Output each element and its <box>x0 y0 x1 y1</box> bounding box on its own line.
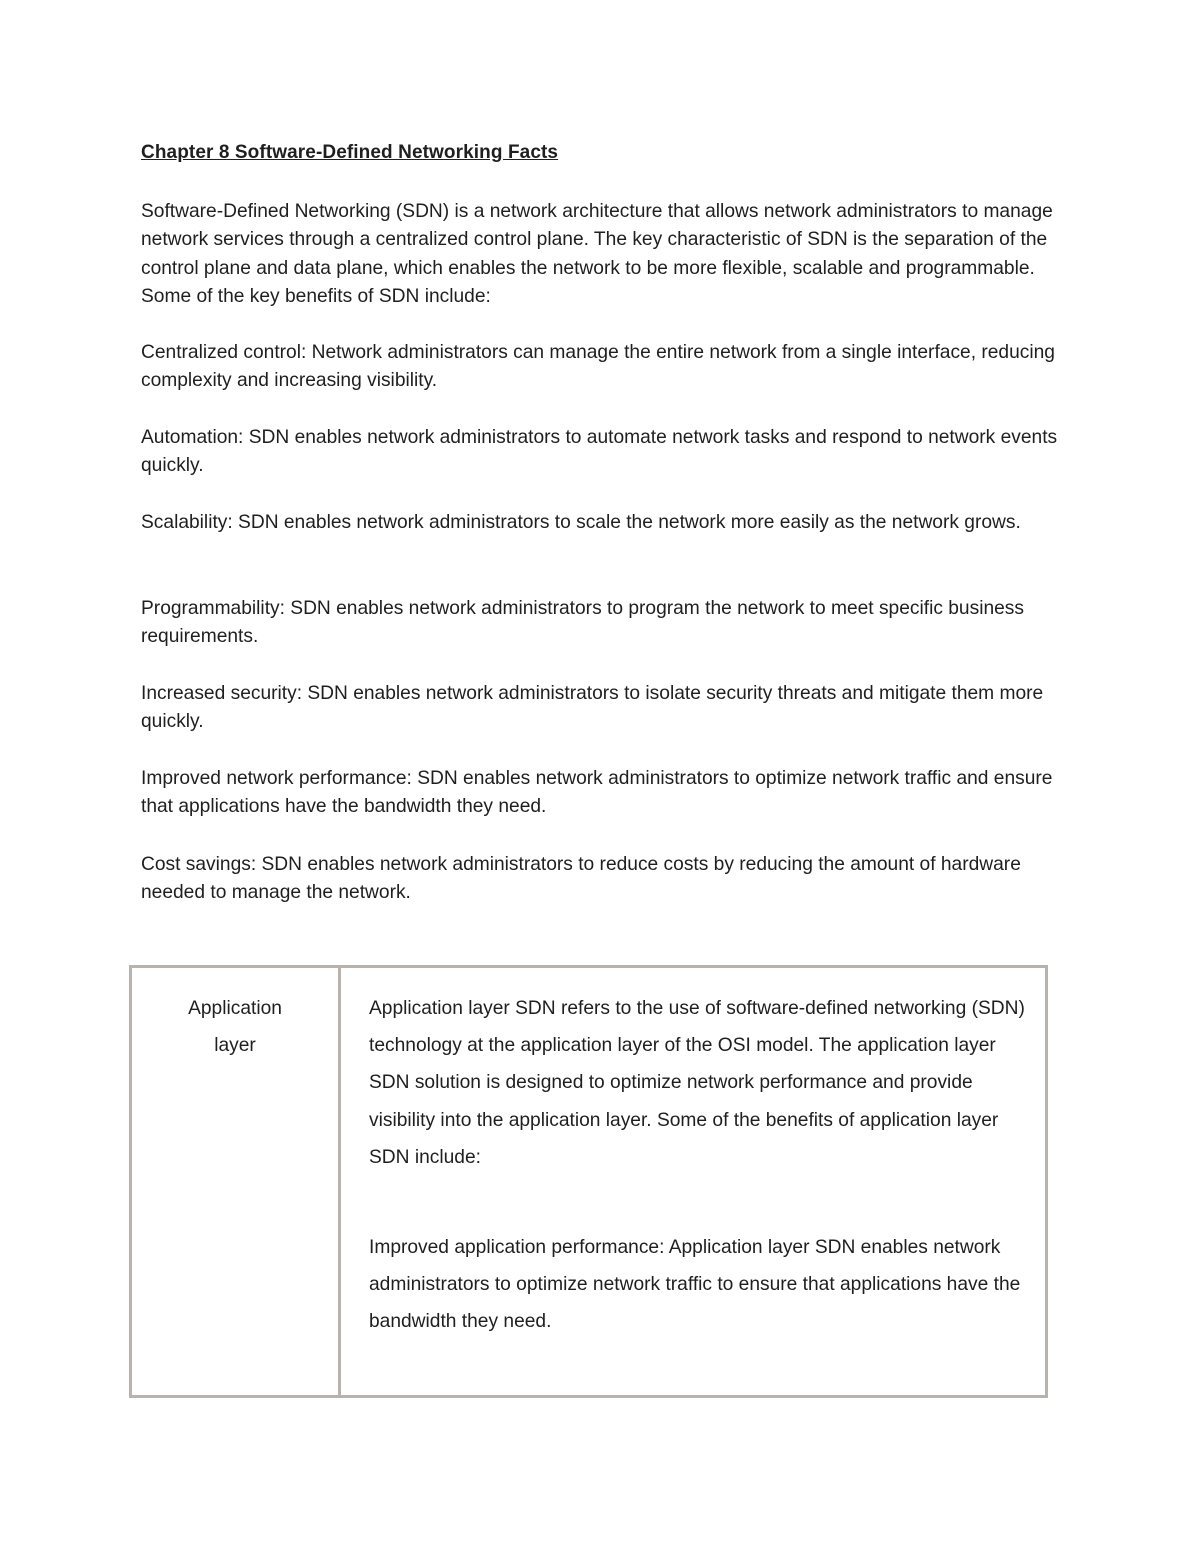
table-spacer <box>369 1176 1029 1229</box>
benefit-centralized-control: Centralized control: Network administrators can manage the entire network from a single interface, reducing complexity and increasing visibility. <box>141 342 1055 392</box>
benefit-improved-performance: Improved network performance: SDN enables network administrators to optimize network traffic and ensure that applications have the bandwidth they need. <box>141 768 1053 818</box>
benefit-programmability: Programmability: SDN enables network administrators to program the network to meet specific business requirements. <box>141 598 1024 648</box>
benefit-automation: Automation: SDN enables network administrators to automate network tasks and respond to network events quickly. <box>141 427 1058 477</box>
table-row-content <box>369 990 1029 1341</box>
table-description: Application layer SDN refers to the use of software-defined networking (SDN) technology at the application layer of the OSI model. The application layer SDN solution is designed to optimize network performance and provide visibility into the application layer. Some of the benefits of application layer SDN include: <box>369 998 1025 1168</box>
table-row-label <box>132 968 338 1064</box>
page-title: Chapter 8 Software-Defined Networking Facts <box>141 142 559 163</box>
intro-paragraph: Software-Defined Networking (SDN) is a network architecture that allows network administrators to manage network services through a centralized control plane. The key characteristic of SDN is the separation of the control plane and data plane, which enables the network to be more flexible, scalable and programmable. Some of the key benefits of SDN include: <box>141 201 1053 308</box>
benefit-increased-security: Increased security: SDN enables network administrators to isolate security threats and mitigate them more quickly. <box>141 683 1044 733</box>
table-column-divider <box>338 968 341 1395</box>
table-benefit: Improved application performance: Application layer SDN enables network administrators to optimize network traffic to ensure that applications have the bandwidth they need. <box>369 1237 1021 1333</box>
sdn-layer-table <box>129 965 1048 1398</box>
benefit-cost-savings: Cost savings: SDN enables network administrators to reduce costs by reducing the amount of hardware needed to manage the network. <box>141 854 1021 904</box>
benefit-scalability: Scalability: SDN enables network administrators to scale the network more easily as the network grows. <box>141 512 1021 533</box>
row-label-text: Application layer <box>188 998 282 1056</box>
